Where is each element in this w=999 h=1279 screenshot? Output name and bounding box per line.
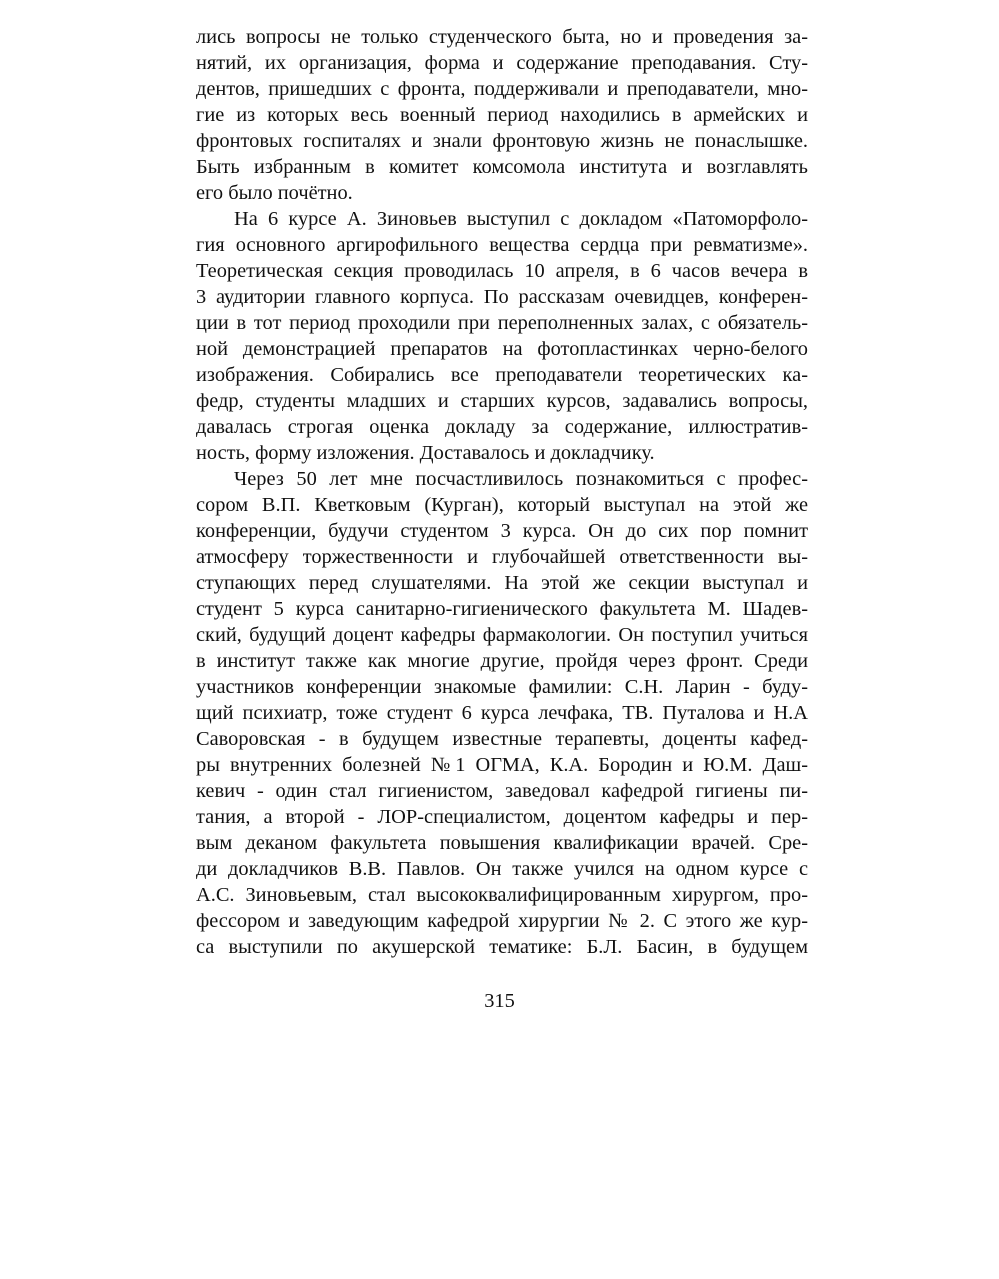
text-line: кевич - один стал гигиенистом, заведовал кафедрой гигиены пи- (196, 780, 808, 802)
text-line: сором В.П. Кветковым (Курган), который выступал на этой же (196, 494, 808, 516)
text-line: гие из которых весь военный период находились в армейских и (196, 104, 808, 126)
text-line: ди докладчиков В.В. Павлов. Он также учился на одном курсе с (196, 858, 808, 880)
text-line: участников конференции знакомые фамилии: С.Н. Ларин - буду- (196, 676, 808, 698)
text-line: Быть избранным в комитет комсомола института и возглавлять (196, 156, 808, 178)
text-line: А.С. Зиновьевым, стал высококвалифицированным хирургом, про- (196, 884, 808, 906)
text-line: гия основного аргирофильного вещества сердца при ревматизме». (196, 234, 808, 256)
text-line: ность, форму изложения. Доставалось и докладчику. (196, 442, 655, 464)
paragraph (196, 206, 808, 466)
text-line: тания, а второй - ЛОР-специалистом, доцентом кафедры и пер- (196, 806, 808, 828)
text-line: вым деканом факультета повышения квалификации врачей. Сре- (196, 832, 808, 854)
text-line: Теоретическая секция проводилась 10 апреля, в 6 часов вечера в (196, 260, 808, 282)
text-line: 3 аудитории главного корпуса. По рассказам очевидцев, конферен- (196, 286, 808, 308)
text-line: ной демонстрацией препаратов на фотопластинках черно-белого (196, 338, 808, 360)
text-line: изображения. Собирались все преподаватели теоретических ка- (196, 364, 808, 386)
text-line: федр, студенты младших и старших курсов, задавались вопросы, (196, 390, 808, 412)
text-line: ский, будущий доцент кафедры фармакологии. Он поступил учиться (196, 624, 808, 646)
text-line: фессором и заведующим кафедрой хирургии № 2. С этого же кур- (196, 910, 808, 932)
text-line: са выступили по акушерской тематике: Б.Л. Басин, в будущем (196, 936, 808, 958)
text-line: Саворовская - в будущем известные терапевты, доценты кафед- (196, 728, 808, 750)
text-line: конференции, будучи студентом 3 курса. Он до сих пор помнит (196, 520, 808, 542)
page-number: 315 (484, 990, 515, 1012)
paragraph (196, 24, 808, 206)
text-line: атмосферу торжественности и глубочайшей ответственности вы- (196, 546, 808, 568)
body-text (196, 24, 808, 960)
text-line: Через 50 лет мне посчастливилось познакомиться с профес- (234, 468, 808, 490)
text-line: ры внутренних болезней №1 ОГМА, К.А. Бородин и Ю.М. Даш- (196, 754, 808, 776)
text-line: в институт также как многие другие, пройдя через фронт. Среди (196, 650, 808, 672)
text-line: студент 5 курса санитарно-гигиенического факультета М. Шадев- (196, 598, 808, 620)
text-line: нятий, их организация, форма и содержание преподавания. Сту- (196, 52, 808, 74)
text-line: ции в тот период проходили при переполненных залах, с обязатель- (196, 312, 808, 334)
paragraph (196, 466, 808, 960)
text-line: давалась строгая оценка докладу за содержание, иллюстратив- (196, 416, 808, 438)
text-line: лись вопросы не только студенческого быта, но и проведения за- (196, 26, 808, 48)
text-line: ступающих перед слушателями. На этой же секции выступал и (196, 572, 808, 594)
text-line: дентов, пришедших с фронта, поддерживали и преподаватели, мно- (196, 78, 808, 100)
text-line: фронтовых госпиталях и знали фронтовую жизнь не понаслышке. (196, 130, 808, 152)
text-line: его было почётно. (196, 182, 353, 204)
text-line: щий психиатр, тоже студент 6 курса лечфака, ТВ. Путалова и Н.А (196, 702, 808, 724)
text-line: На 6 курсе А. Зиновьев выступил с докладом «Патоморфоло- (234, 208, 808, 230)
